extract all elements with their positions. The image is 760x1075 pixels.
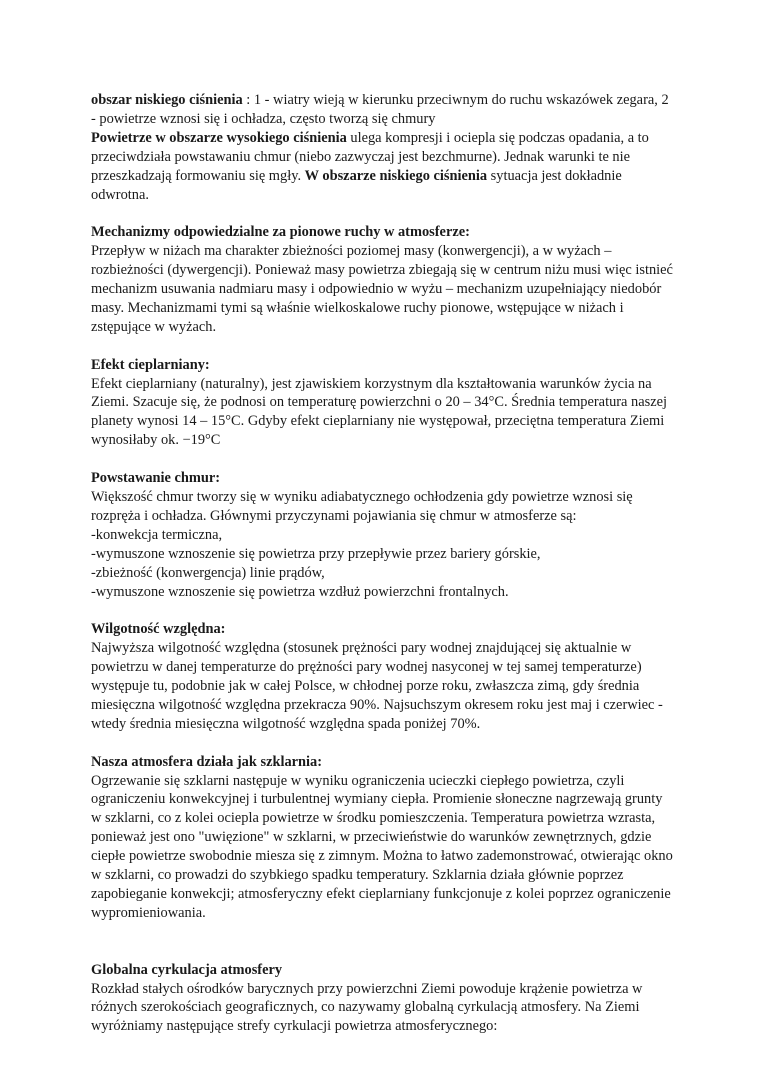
- section-body-mechanizmy: Przepływ w niżach ma charakter zbieżności poziomej masy (konwergencji), a w wyżach – rozbieżności (dywergencji). Ponieważ masy powietrza zbiegają się w centrum niżu musi więc istnieć mechanizm usuwania nadmiaru masy i odpowiednio w wyżu – mechanizm uzupełniający niedobór masy. Mechanizmami tymi są właśnie wielkoskalowe ruchy pionowe, wstępujące w niżach i zstępujące w wyżach.: [91, 243, 673, 335]
- section-body-szklarnia: Ogrzewanie się szklarni następuje w wyniku ograniczenia ucieczki ciepłego powietrza, czyli ograniczeniu konwekcyjnej i turbulentnej wymiany ciepła. Promienie słoneczne nagrzewają grunty w szklarni, co z kolei ociepla powietrze w środku pomieszczenia. Temperatura powietrza wzrasta, ponieważ jest ono "uwięzione" w szklarni, w przeciwieństwie do warunków zewnętrznych, gdzie ciepłe powietrze swobodnie miesza się z zimnym. Można to łatwo zademonstrować, otwierając okno w szklarni, co prowadzi do szybkiego spadku temperatury. Szklarnia działa głównie poprzez zapobieganie konwekcji; atmosferyczny efekt cieplarniany funkcjonuje z kolei poprzez ograniczenie wypromieniowania.: [91, 772, 673, 921]
- section-heading-efekt: Efekt cieplarniany:: [91, 356, 210, 373]
- section-heading-chmury: Powstawanie chmur:: [91, 470, 221, 487]
- section-heading-szklarnia: Nasza atmosfera działa jak szklarnia:: [91, 753, 323, 770]
- low-pressure-term: obszar niskiego ciśnienia: [91, 92, 243, 108]
- spacer: [91, 337, 676, 356]
- spacer: [91, 734, 676, 753]
- list-item: -wymuszone wznoszenie się powietrza wzdłuż powierzchni frontalnych.: [91, 583, 509, 600]
- list-item: -zbieżność (konwergencja) linie prądów,: [91, 564, 325, 581]
- section-heading-mechanizmy: Mechanizmy odpowiedzialne za pionowe ruchy w atmosferze:: [91, 224, 470, 241]
- section-body-efekt: Efekt cieplarniany (naturalny), jest zjawiskiem korzystnym dla kształtowania warunków życia na Ziemi. Szacuje się, że podnosi on temperaturę powierzchni o 20 – 34°C. Średnia temperatura naszej planety wynosi 14 – 15°C. Gdyby efekt cieplarniany nie występował, przeciętna temperatura Ziemi wynosiłaby ok. −19°C: [91, 375, 667, 449]
- spacer: [91, 923, 676, 961]
- section-body-cyrkulacja: Rozkład stałych ośrodków barycznych przy powierzchni Ziemi powoduje krążenie powietrza w różnych szerokościach geograficznych, co nazywamy globalną cyrkulacją atmosfery. Na Ziemi wyróżniamy następujące strefy cyrkulacji powietrza atmosferycznego:: [91, 980, 643, 1035]
- section-heading-wilgotnosc: Wilgotność względna:: [91, 621, 226, 638]
- list-item: -wymuszone wznoszenie się powietrza przy przepływie przez bariery górskie,: [91, 545, 541, 562]
- low-pressure-description: : 1 - wiatry wieją w kierunku przeciwnym do ruchu wskazówek zegara, 2 - powietrze wznosi się i ochładza, często tworzą się chmury: [91, 92, 669, 127]
- high-pressure-term: Powietrze w obszarze wysokiego ciśnienia: [91, 129, 347, 146]
- section-heading-cyrkulacja: Globalna cyrkulacja atmosfery: [91, 961, 283, 978]
- high-pressure-description: ulega kompresji i ociepla się podczas opadania, a to przeciwdziała powstawaniu chmur (niebo zazwyczaj jest bezchmurne). Jednak warunki te nie przeszkadzają formowaniu się mgły.: [91, 129, 649, 184]
- intro-paragraph-high-pressure: [91, 129, 676, 205]
- intro-paragraph-low-pressure: [91, 91, 676, 129]
- document-page: [91, 91, 676, 1036]
- section-body-wilgotnosc: Najwyższa wilgotność względna (stosunek prężności pary wodnej znajdującej się aktualnie w powietrzu w danej temperaturze do prężności pary wodnej nasyconej w tej samej temperaturze) występuje tu, podobnie jak w całej Polsce, w chłodnej porze roku, zwłaszcza zimą, gdy średnia miesięczna wilgotność względna przekracza 90%. Najsuchszym okresem roku jest maj i czerwiec - wtedy średnia miesięczna wilgotność względna spada poniżej 70%.: [91, 640, 663, 732]
- low-pressure-area-description: sytuacja jest dokładnie odwrotna.: [91, 167, 622, 203]
- low-pressure-area-term: W obszarze niskiego ciśnienia: [304, 167, 488, 184]
- spacer: [91, 204, 676, 223]
- spacer: [91, 450, 676, 469]
- spacer: [91, 601, 676, 620]
- list-item: -konwekcja termiczna,: [91, 526, 223, 543]
- section-body-chmury: Większość chmur tworzy się w wyniku adiabatycznego ochłodzenia gdy powietrze wznosi się rozpręża i ochładza. Głównymi przyczynami pojawiania się chmur w atmosferze są:: [91, 488, 633, 524]
